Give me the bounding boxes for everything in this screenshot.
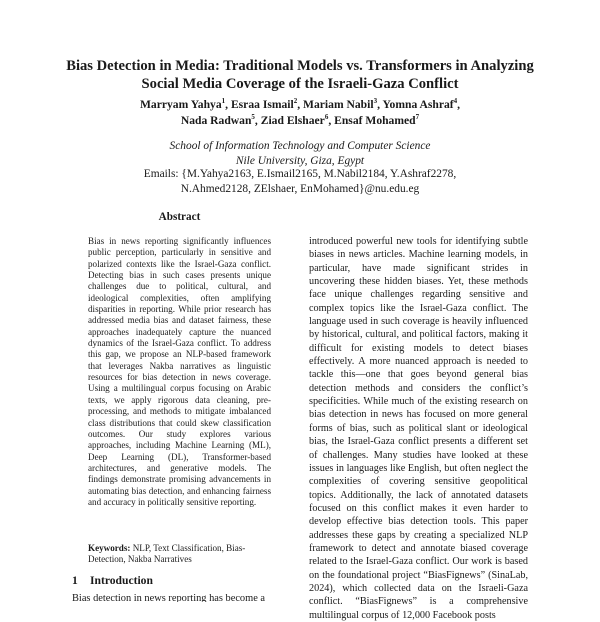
author-name: Nada Radwan [180, 114, 252, 127]
abstract-heading: Abstract [158, 211, 201, 223]
author-list [40, 97, 560, 129]
author-affil-mark: 5 [251, 113, 255, 122]
author-affil-mark: 4 [453, 97, 458, 106]
author-name: Ziad Elshaer [260, 114, 325, 127]
title-line-1: Bias Detection in Media: Traditional Models vs. Transformers in Analyzing [66, 58, 534, 74]
author-name: Marryam Yahya [139, 98, 222, 111]
author-affil-mark: 7 [415, 113, 420, 122]
author-affil-mark: 1 [221, 97, 226, 106]
author-name: Yomna Ashraf [382, 98, 454, 111]
section-heading-introduction [72, 574, 287, 587]
paper-title [40, 57, 560, 93]
author-name: Esraa Ismail [230, 98, 294, 111]
keywords-text: NLP, Text Classification, Bias-Detection, Nakba Narratives [88, 543, 246, 565]
introduction-first-line: Bias detection in news reporting has become a [72, 593, 266, 602]
author-line-2 [40, 113, 560, 129]
author-line-1 [40, 97, 560, 113]
author-separator: , [328, 114, 335, 127]
title-line-2: Social Media Coverage of the Israeli-Gaza Conflict [141, 76, 459, 92]
email-list [40, 167, 560, 196]
keywords [88, 543, 271, 566]
author-separator: , [297, 98, 304, 111]
affiliation-line-2: Nile University, Giza, Egypt [235, 154, 365, 167]
author-separator: , [254, 114, 261, 127]
author-separator: , [377, 98, 383, 111]
section-number: 1 [72, 574, 78, 587]
right-column-body: introduced powerful new tools for identifying subtle biases in news articles. Machine learning models, in particular, have made significant strides in uncovering these hidden biases. Yet, these methods face unique challenges regarding sensitive and complex topics like the Israel-Gaza conflict. The language used in such coverage is heavily influenced by historical, cultural, and political factors, making it difficult for existing models to detect biases effectively. A more nuanced approach is needed to tackle this—one that goes beyond general bias detection methods and considers the conflict’s specificities. While much of the existing research on bias detection in news has focused on more general forms of bias, such as political slant or ideological bias, the Israel-Gaza conflict presents a different set of challenges. Many studies have looked at these issues in languages like English, but often neglect the complexities of covering sensitive geopolitical topics. Additionally, the lack of annotated datasets focused on this conflict makes it even harder to develop effective bias detection tools. This paper addresses these gaps by creating a specialized NLP framework to detect and annotate biased coverage related to the Israel-Gaza conflict. Our work is based on the foundational project “BiasFignews” (SinaLab, 2024), which collected data on the Israeli-Gaza conflict. “BiasFignews” is a comprehensive multilingual corpus of 12,000 Facebook posts [309, 236, 528, 621]
author-affil-mark: 6 [324, 113, 329, 122]
author-affil-mark: 3 [373, 97, 378, 106]
email-line-1: Emails: {M.Yahya2163, E.Ismail2165, M.Nabil2184, Y.Ashraf2278, [143, 168, 457, 180]
section-title: Introduction [90, 574, 153, 587]
author-affil-mark: 2 [293, 97, 298, 106]
affiliation [40, 139, 560, 168]
affiliation-line-1: School of Information Technology and Computer Science [169, 140, 431, 152]
author-separator: , [457, 98, 461, 111]
abstract-body: Bias in news reporting significantly influences public perception, particularly in sensitive and polarized contexts like the Israel-Gaza conflict. Detecting bias in such cases presents unique challenges due to political, cultural, and ideological complexities, often amplifying disparities in reporting. While prior research has addressed media bias and dataset fairness, these approaches inadequately capture the nuanced dynamics of the Israel-Gaza conflict. To address this gap, we propose an NLP-based framework that leverages Nakba narratives as linguistic resources for bias detection in news coverage. Using a multilingual corpus focusing on Arabic texts, we apply rigorous data cleaning, pre-processing, and methods to mitigate imbalanced class distributions that could skew classification outcomes. Our study explores various approaches, including Machine Learning (ML), Deep Learning (DL), Transformer-based architectures, and generative models. The findings demonstrate promising advancements in automating bias detection, and enhancing fairness and accuracy in politically sensitive reporting. [88, 236, 271, 507]
email-line-2: N.Ahmed2128, ZElshaer, EnMohamed}@nu.edu.eg [180, 182, 420, 195]
keywords-label: Keywords: [88, 543, 131, 553]
author-name: Mariam Nabil [303, 98, 374, 111]
author-separator: , [225, 98, 231, 111]
author-name: Ensaf Mohamed [334, 114, 416, 127]
